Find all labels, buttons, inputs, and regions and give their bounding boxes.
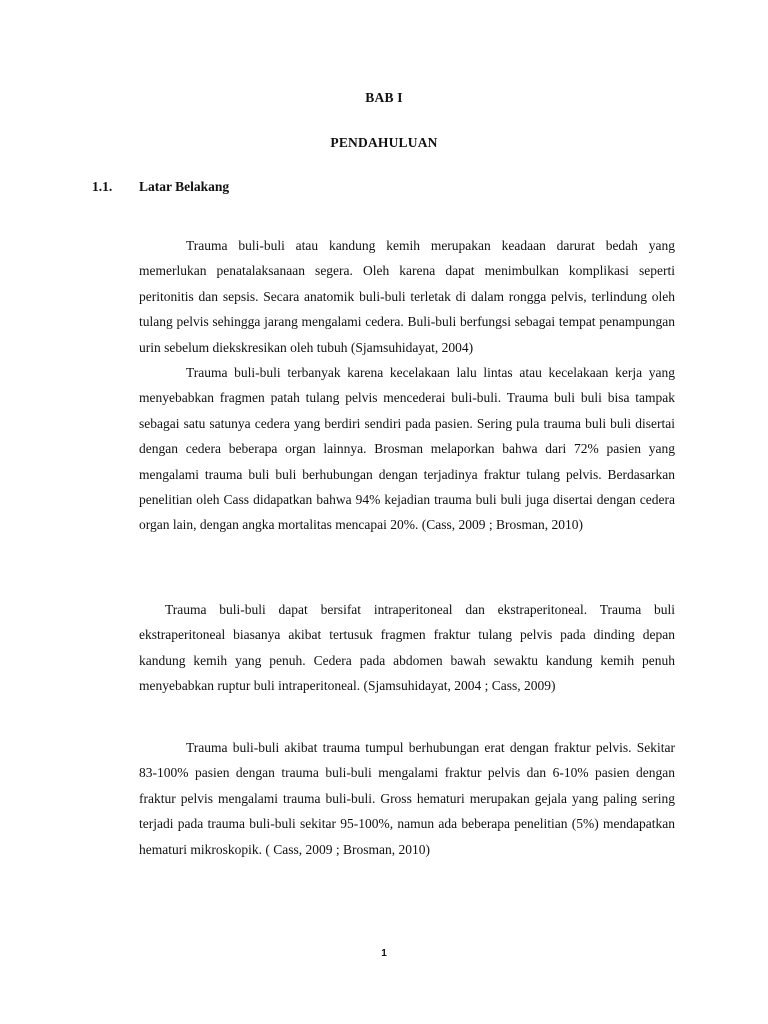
body-text (139, 233, 675, 538)
section-number: 1.1. (92, 179, 113, 194)
section-heading (92, 179, 229, 195)
paragraph: Trauma buli-buli atau kandung kemih merupakan keadaan darurat bedah yang memerlukan penatalaksanaan segera. Oleh karena dapat menimbulkan komplikasi seperti peritonitis dan sepsis. Secara anatomik buli-buli terletak di dalam rongga pelvis, terlindung oleh tulang pelvis sehingga jarang mengalami cedera. Buli-buli berfungsi sebagai tempat penampungan urin sebelum diekskresikan oleh tubuh (Sjamsuhidayat, 2004) (139, 238, 675, 355)
page-number: 1 (381, 948, 387, 959)
paragraph: Trauma buli-buli akibat trauma tumpul berhubungan erat dengan fraktur pelvis. Sekitar 83-100% pasien dengan trauma buli-buli mengalami fraktur pelvis dan 6-10% pasien dengan fraktur pelvis mengalami trauma buli-buli. Gross hematuri merupakan gejala yang paling sering terjadi pada trauma buli-buli sekitar 95-100%, namun ada beberapa penelitian (5%) mendapatkan hematuri mikroskopik. ( Cass, 2009 ; Brosman, 2010) (139, 740, 675, 857)
chapter-title: PENDAHULUAN (330, 135, 438, 150)
chapter-heading: BAB I (365, 90, 403, 105)
paragraph: Trauma buli-buli dapat bersifat intraperitoneal dan ekstraperitoneal. Trauma buli ekstraperitoneal biasanya akibat tertusuk fragmen fraktur tulang pelvis pada dinding depan kandung kemih yang penuh. Cedera pada abdomen bawah sewaktu kandung kemih penuh menyebabkan ruptur buli intraperitoneal. (Sjamsuhidayat, 2004 ; Cass, 2009) (139, 602, 675, 694)
section-title: Latar Belakang (139, 179, 230, 194)
paragraph: Trauma buli-buli terbanyak karena kecelakaan lalu lintas atau kecelakaan kerja yang menyebabkan fragmen patah tulang pelvis mencederai buli-buli. Trauma buli buli bisa tampak sebagai satu satunya cedera yang berdiri sendiri pada pasien. Sering pula trauma buli buli disertai dengan cedera beberapa organ lainnya. Brosman melaporkan bahwa dari 72% pasien yang mengalami trauma buli buli berhubungan dengan terjadinya fraktur tulang pelvis. Berdasarkan penelitian oleh Cass didapatkan bahwa 94% kejadian trauma buli buli juga disertai dengan cedera organ lain, dengan angka mortalitas mencapai 20%. (Cass, 2009 ; Brosman, 2010) (139, 365, 675, 533)
